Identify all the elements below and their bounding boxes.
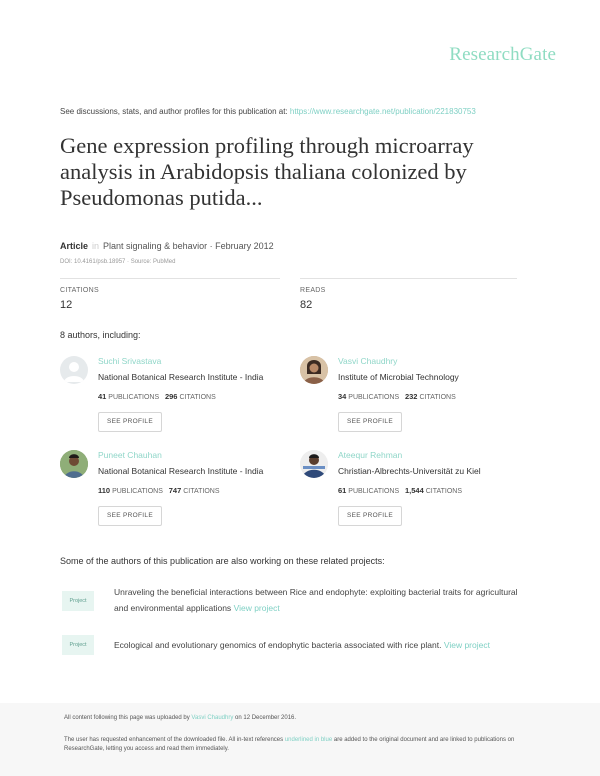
see-profile-button[interactable]: SEE PROFILE: [338, 506, 402, 526]
author-name[interactable]: Vasvi Chaudhry: [338, 356, 398, 366]
publications-count: 34: [338, 392, 347, 401]
upload-note-prefix: All content following this page was uploaded by: [64, 715, 192, 721]
author-card: [60, 450, 300, 530]
citations-count: 12: [60, 299, 73, 311]
author-institution: Christian-Albrechts-Universität zu Kiel: [338, 466, 481, 476]
author-institution: National Botanical Research Institute - India: [98, 372, 264, 382]
author-name[interactable]: Ateequr Rehman: [338, 450, 403, 460]
avatar-photo-icon[interactable]: [300, 450, 328, 478]
author-institution: National Botanical Research Institute - India: [98, 466, 264, 476]
author-stats: [338, 392, 456, 401]
project-badge-icon: Project: [62, 635, 94, 655]
view-project-link[interactable]: View project: [233, 603, 280, 613]
authors-header: 8 authors, including:: [60, 330, 141, 340]
author-stats: [98, 486, 220, 495]
project-badge-icon: Project: [62, 591, 94, 611]
publications-label: PUBLICATIONS: [348, 488, 400, 495]
publications-count: 41: [98, 392, 107, 401]
discussion-line: [60, 107, 476, 116]
doi-source: DOI: 10.4161/psb.18957 · Source: PubMed: [60, 259, 176, 265]
project-item: [114, 584, 534, 616]
author-card: [60, 356, 300, 436]
enhancement-notice: [64, 736, 544, 754]
citations-count: 296: [164, 392, 178, 401]
related-projects-header: Some of the authors of this publication are also working on these related projects:: [60, 556, 385, 566]
project-description: Ecological and evolutionary genomics of endophytic bacteria associated with rice plant.: [114, 640, 444, 650]
citations-label: CITATIONS: [60, 287, 99, 294]
author-name[interactable]: Suchi Srivastava: [98, 356, 162, 366]
citations-count: 1,544: [404, 486, 424, 495]
author-name[interactable]: Puneet Chauhan: [98, 450, 162, 460]
notice-suffix: are added to the original document and are linked to publications on ResearchGate, letting you access and read them immediately.: [64, 737, 515, 752]
notice-prefix: The user has requested enhancement of the downloaded file. All in-text references: [64, 737, 285, 743]
underlined-references-link[interactable]: underlined in blue: [284, 737, 333, 743]
article-type: Article: [60, 241, 89, 251]
publication-url-link[interactable]: https://www.researchgate.net/publication/221830753: [289, 107, 476, 116]
publications-label: PUBLICATIONS: [112, 488, 163, 495]
avatar-placeholder-icon[interactable]: [60, 356, 88, 384]
reads-count: 82: [300, 299, 313, 311]
publications-count: 110: [98, 486, 111, 495]
avatar-photo-icon[interactable]: [300, 356, 328, 384]
citations-label: CITATIONS: [179, 394, 216, 401]
author-card: [300, 356, 540, 436]
publications-count: 61: [338, 486, 347, 495]
citations-label: CITATIONS: [183, 488, 220, 495]
publication-title: Gene expression profiling through microarray analysis in Arabidopsis thaliana colonized by Pseudomonas putida...: [60, 133, 474, 210]
project-description: Unraveling the beneficial interactions between Rice and endophyte: exploiting bacterial traits for agricultural and environmental applications: [114, 587, 518, 613]
citations-label: CITATIONS: [419, 394, 456, 401]
citations-count: 232: [404, 392, 418, 401]
uploader-link[interactable]: Vasvi Chaudhry: [191, 715, 234, 721]
publications-label: PUBLICATIONS: [108, 394, 160, 401]
divider-reads: [300, 278, 517, 279]
see-profile-button[interactable]: SEE PROFILE: [98, 506, 162, 526]
discussion-text: See discussions, stats, and author profiles for this publication at:: [60, 107, 290, 116]
upload-note-suffix: on 12 December 2016.: [233, 715, 297, 721]
divider-citations: [60, 278, 280, 279]
journal-info: Plant signaling & behavior · February 2012: [103, 241, 274, 251]
publications-label: PUBLICATIONS: [348, 394, 400, 401]
author-institution: Institute of Microbial Technology: [338, 372, 459, 382]
author-card: [300, 450, 540, 530]
view-project-link[interactable]: View project: [443, 640, 490, 650]
citations-label: CITATIONS: [425, 488, 462, 495]
meta-separator: in: [92, 241, 100, 251]
upload-note: [64, 715, 296, 721]
reads-label: READS: [300, 287, 326, 294]
publication-meta: [60, 241, 274, 251]
author-stats: [338, 486, 462, 495]
avatar-photo-icon[interactable]: [60, 450, 88, 478]
see-profile-button[interactable]: SEE PROFILE: [98, 412, 162, 432]
researchgate-logo[interactable]: ResearchGate: [449, 44, 556, 65]
author-stats: [98, 392, 216, 401]
see-profile-button[interactable]: SEE PROFILE: [338, 412, 402, 432]
project-item: [114, 637, 544, 653]
citations-count: 747: [168, 486, 182, 495]
